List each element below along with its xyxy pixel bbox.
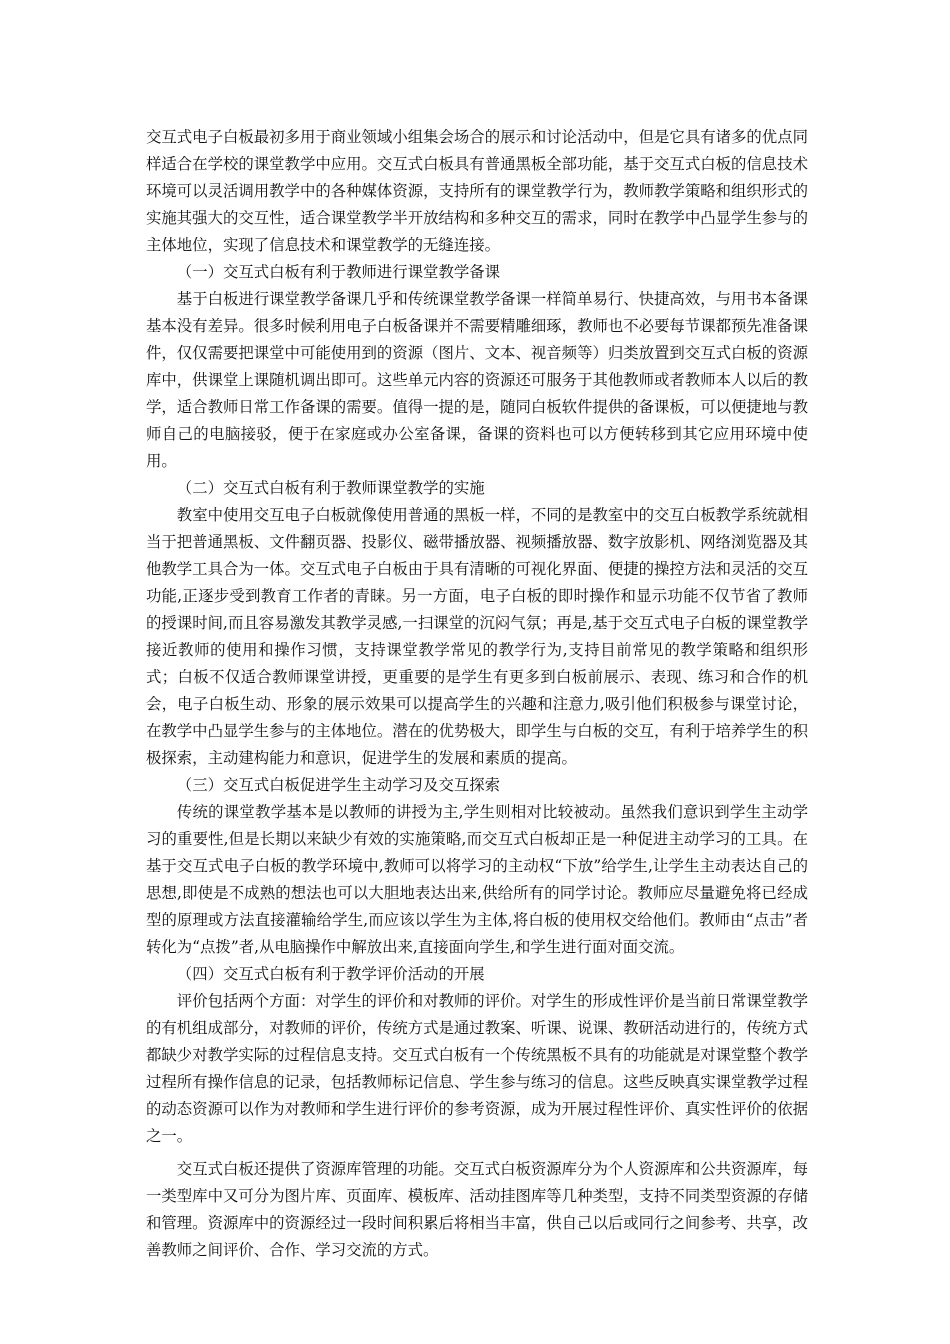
section-5-paragraph: 交互式白板还提供了资源库管理的功能。交互式白板资源库分为个人资源库和公共资源库，每一类型库中又可分为图片库、页面库、模板库、活动挂图库等几种类型，支持不同类型资源的存储和管理。资源库中的资源经过一段时间积累后将相当丰富，供自己以后或同行之间参考、共享，改善教师之间评价、合作、学习交流的方式。 (146, 1160, 808, 1259)
section-heading-1: （一）交互式白板有利于教师进行课堂教学备课 (176, 263, 501, 281)
intro-paragraph: 交互式电子白板最初多用于商业领域小组集会场合的展示和讨论活动中，但是它具有诸多的优点同样适合在学校的课堂教学中应用。交互式白板具有普通黑板全部功能，基于交互式白板的信息技术环境可以灵活调用教学中的各种媒体资源，支持所有的课堂教学行为，教师教学策略和组织形式的实施其强大的交互性，适合课堂教学半开放结构和多种交互的需求，同时在教学中凸显学生参与的主体地位，实现了信息技术和课堂教学的无缝连接。 (146, 128, 808, 254)
section-4-paragraph: 评价包括两个方面：对学生的评价和对教师的评价。对学生的形成性评价是当前日常课堂教学的有机组成部分，对教师的评价，传统方式是通过教案、听课、说课、教研活动进行的，传统方式都缺少对教学实际的过程信息支持。交互式白板有一个传统黑板不具有的功能就是对课堂整个教学过程所有操作信息的记录，包括教师标记信息、学生参与练习的信息。这些反映真实课堂教学过程的动态资源可以作为对教师和学生进行评价的参考资源，成为开展过程性评价、真实性评价的依据之一。 (146, 992, 808, 1145)
document-page (146, 124, 808, 1264)
section-3-paragraph: 传统的课堂教学基本是以教师的讲授为主,学生则相对比较被动。虽然我们意识到学生主动学习的重要性,但是长期以来缺少有效的实施策略,而交互式白板却正是一种促进主动学习的工具。在基于交互式电子白板的教学环境中,教师可以将学习的主动权“下放”给学生,让学生主动表达自己的思想,即使是不成熟的想法也可以大胆地表达出来,供给所有的同学讨论。教师应尽量避免将已经成型的原理或方法直接灌输给学生,而应该以学生为主体,将白板的使用权交给他们。教师由“点击”者转化为“点拨”者,从电脑操作中解放出来,直接面向学生,和学生进行面对面交流。 (146, 803, 808, 956)
section-heading-2: （二）交互式白板有利于教师课堂教学的实施 (176, 479, 485, 497)
section-2-paragraph: 教室中使用交互电子白板就像使用普通的黑板一样，不同的是教室中的交互白板教学系统就相当于把普通黑板、文件翻页器、投影仪、磁带播放器、视频播放器、数字放影机、网络浏览器及其他教学工具合为一体。交互式电子白板由于具有清晰的可视化界面、便捷的操控方法和灵活的交互功能,正逐步受到教育工作者的青睐。另一方面，电子白板的即时操作和显示功能不仅节省了教师的授课时间,而且容易激发其教学灵感,一扫课堂的沉闷气氛；再是,基于交互式电子白板的课堂教学接近教师的使用和操作习惯，支持课堂教学常见的教学行为,支持目前常见的教学策略和组织形式；白板不仅适合教师课堂讲授，更重要的是学生有更多到白板前展示、表现、练习和合作的机会，电子白板生动、形象的展示效果可以提高学生的兴趣和注意力,吸引他们积极参与课堂讨论，在教学中凸显学生参与的主体地位。潜在的优势极大，即学生与白板的交互，有利于培养学生的积极探索，主动建构能力和意识，促进学生的发展和素质的提高。 (146, 506, 808, 767)
section-heading-3: （三）交互式白板促进学生主动学习及交互探索 (176, 776, 501, 794)
section-1-paragraph: 基于白板进行课堂教学备课几乎和传统课堂教学备课一样简单易行、快捷高效，与用书本备课基本没有差异。很多时候利用电子白板备课并不需要精雕细琢，教师也不必要每节课都预先准备课件，仅仅需要把课堂中可能使用到的资源（图片、文本、视音频等）归类放置到交互式白板的资源库中，供课堂上课随机调出即可。这些单元内容的资源还可服务于其他教师或者教师本人以后的教学，适合教师日常工作备课的需要。值得一提的是，随同白板软件提供的备课板，可以便捷地与教师自己的电脑接驳，便于在家庭或办公室备课，备课的资料也可以方便转移到其它应用环境中使用。 (146, 290, 808, 470)
section-heading-4: （四）交互式白板有利于教学评价活动的开展 (176, 965, 485, 983)
